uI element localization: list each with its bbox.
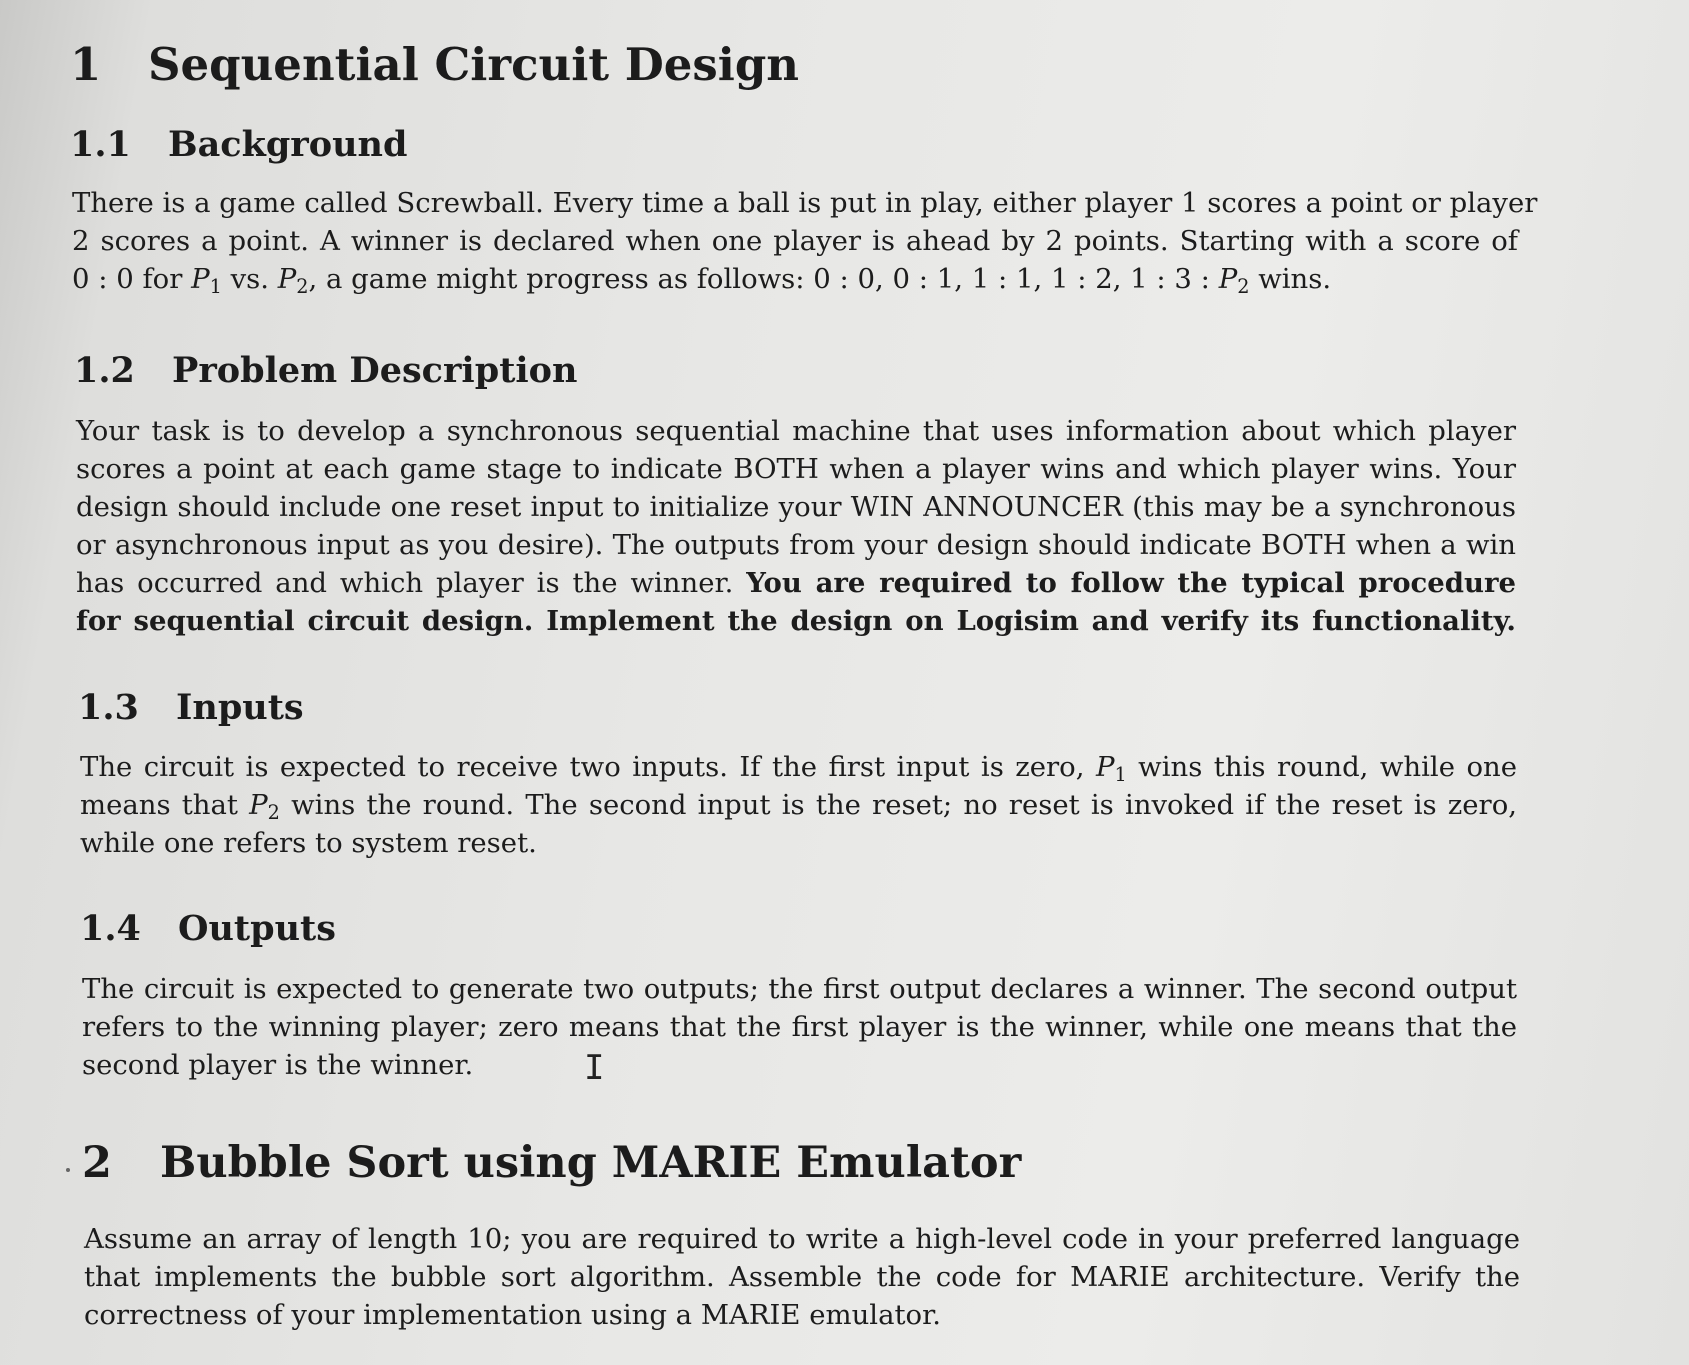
text-line: second player is the winner. [82, 1049, 474, 1081]
text-line: The circuit is expected to generate two outputs; the first output declares a winner. The second output [82, 973, 1517, 1005]
text-line: refers to the winning player; zero means that the first player is the winner, while one means that the [82, 1011, 1517, 1043]
text-line: There is a game called Screwball. Every time a ball is put in play, either player 1 scores a point or player [72, 187, 1538, 219]
subsection-title: Problem Description [172, 350, 578, 391]
subsection-title: Outputs [178, 908, 336, 949]
subsection-outputs-heading [80, 908, 336, 949]
problem-paragraph [76, 412, 1516, 640]
text-cursor-icon: I [584, 1048, 605, 1088]
bold-text: You are required to follow the typical procedure [746, 567, 1516, 599]
text-line-bold: for sequential circuit design. Implement the design on Logisim and verify its functionality. [76, 605, 1516, 637]
speck-mark [66, 1168, 70, 1172]
text-line: has occurred and which player is the winner. You are required to follow the typical procedure [76, 567, 1516, 599]
outputs-paragraph [82, 970, 1517, 1084]
text-line: 0 : 0 for $P_1$ vs. $P_2$, a game might progress as follows: 0 : 0, 0 : 1, 1 : 1, 1 : 2, 1 : 3 : $P_2$ wins. [72, 263, 1332, 298]
text-line: means that $P_2$ wins the round. The second input is the reset; no reset is invoked if the reset is zero, [80, 789, 1517, 824]
bubble-sort-paragraph [84, 1220, 1520, 1334]
subsection-problem-heading [74, 350, 577, 391]
subsection-number: 1.1 [70, 124, 131, 165]
subsection-title: Inputs [176, 687, 304, 728]
text-line: design should include one reset input to initialize your WIN ANNOUNCER (this may be a synchronous [76, 491, 1516, 523]
subsection-number: 1.3 [78, 687, 139, 728]
section-title: Bubble Sort using MARIE Emulator [160, 1138, 1022, 1188]
section-number: 2 [82, 1138, 112, 1188]
text-line: Your task is to develop a synchronous sequential machine that uses information about which player [76, 415, 1516, 447]
section-title: Sequential Circuit Design [148, 38, 800, 91]
inputs-paragraph [80, 748, 1517, 862]
text-line: correctness of your implementation using a MARIE emulator. [84, 1299, 941, 1331]
section-1-heading [70, 38, 799, 91]
subsection-number: 1.4 [80, 908, 141, 949]
text-line: that implements the bubble sort algorithm. Assemble the code for MARIE architecture. Verify the [84, 1261, 1520, 1293]
text-line: scores a point at each game stage to indicate BOTH when a player wins and which player wins. Your [76, 453, 1516, 485]
subsection-background-heading [70, 124, 407, 165]
section-number: 1 [70, 38, 102, 91]
text-line: Assume an array of length 10; you are required to write a high-level code in your preferred language [84, 1223, 1520, 1255]
subsection-inputs-heading [78, 687, 304, 728]
subsection-number: 1.2 [74, 350, 135, 391]
text-line: The circuit is expected to receive two inputs. If the first input is zero, $P_1$ wins this round, while one [80, 751, 1517, 786]
text-line: 2 scores a point. A winner is declared when one player is ahead by 2 points. Starting with a score of [72, 225, 1518, 257]
text-line: or asynchronous input as you desire). The outputs from your design should indicate BOTH when a win [76, 529, 1516, 561]
subsection-title: Background [168, 124, 408, 165]
text-line: while one refers to system reset. [80, 827, 537, 859]
section-2-heading [82, 1138, 1021, 1188]
background-paragraph [72, 184, 1538, 298]
